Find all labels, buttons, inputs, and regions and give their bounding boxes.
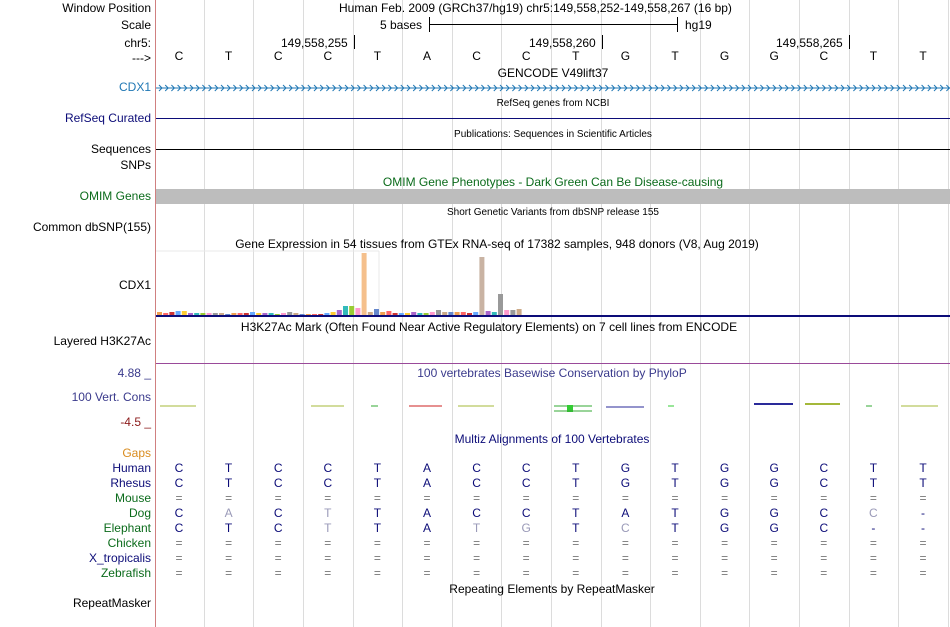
base-letter: G	[620, 49, 631, 63]
gtex-tissue-bar	[324, 313, 329, 315]
omim-feature-bar[interactable]	[156, 189, 950, 204]
alignment-base: C	[273, 461, 283, 475]
gtex-tissue-bar	[362, 253, 367, 315]
gtex-tissue-bar	[424, 313, 429, 315]
h3k27ac-track-label[interactable]: Layered H3K27Ac	[53, 334, 151, 348]
alignment-base: =	[671, 551, 679, 565]
alignment-base: =	[869, 536, 877, 550]
alignment-base: A	[621, 506, 630, 520]
alignment-base: C	[273, 476, 283, 490]
gtex-tissue-bar	[331, 312, 336, 315]
alignment-base: T	[224, 476, 233, 490]
gtex-tissue-bar	[393, 313, 398, 315]
gtex-tissue-bar	[504, 310, 509, 315]
alignment-base: =	[869, 491, 877, 505]
species-label: Elephant	[103, 521, 151, 535]
scale-bar	[429, 24, 677, 25]
h3k27ac-baseline[interactable]	[156, 363, 950, 364]
multiz-track-title: Multiz Alignments of 100 Vertebrates	[454, 432, 650, 446]
base-letter: C	[323, 49, 333, 63]
gtex-tissue-bar	[176, 311, 181, 315]
alignment-base: T	[373, 521, 382, 535]
pubs-snps-label[interactable]: SNPs	[120, 158, 151, 172]
omim-track-label[interactable]: OMIM Genes	[79, 189, 151, 203]
alignment-base: T	[572, 506, 580, 520]
strand-label: --->	[132, 51, 151, 65]
gtex-tissue-bar	[213, 313, 218, 315]
gtex-tissue-bar	[517, 309, 522, 315]
alignment-base: =	[869, 566, 877, 580]
alignment-base: =	[274, 551, 282, 565]
base-letter: T	[572, 49, 580, 63]
alignment-base: A	[422, 476, 432, 490]
h3k27ac-track-title: H3K27Ac Mark (Often Found Near Active Regulatory Elements) on 7 cell lines from ENCODE	[240, 320, 738, 334]
gtex-tissue-bar	[479, 257, 484, 315]
gtex-tissue-bar	[250, 312, 255, 315]
alignment-base: C	[323, 476, 333, 490]
gtex-tissue-bar	[355, 308, 360, 315]
alignment-base: =	[274, 566, 282, 580]
species-label: X_tropicalis	[88, 551, 151, 565]
base-letter: C	[273, 49, 283, 63]
alignment-base: =	[324, 491, 332, 505]
alignment-base: T	[324, 506, 332, 520]
alignment-base: =	[175, 551, 183, 565]
alignment-base: =	[621, 551, 629, 565]
gtex-track-title: Gene Expression in 54 tissues from GTEx RNA-seq of 17382 samples, 948 donors (V8, Aug 2019)	[235, 237, 759, 251]
gtex-tissue-bar	[405, 313, 410, 315]
cons-min-label: -4.5 _	[120, 415, 151, 429]
coord-tick-label: 149,558,260	[529, 36, 596, 50]
gtex-tissue-bar	[188, 313, 193, 315]
gtex-tissue-bar	[306, 314, 311, 315]
alignment-base: A	[422, 461, 432, 475]
gtex-tissue-bar	[467, 313, 472, 315]
alignment-base: T	[869, 461, 878, 475]
alignment-base: C	[521, 476, 531, 490]
alignment-base: =	[324, 551, 332, 565]
scale-assembly: hg19	[685, 18, 712, 32]
alignment-base: G	[719, 476, 730, 490]
alignment-base: =	[770, 536, 778, 550]
cons-track-title: 100 vertebrates Basewise Conservation by PhyloP	[417, 366, 687, 380]
cons-max-label: 4.88 _	[117, 366, 151, 380]
gtex-tissue-bar	[486, 311, 491, 315]
alignment-base: C	[819, 521, 829, 535]
alignment-base: -	[921, 521, 925, 535]
species-label: Chicken	[107, 536, 151, 550]
scale-label: Scale	[120, 18, 151, 32]
alignment-base: C	[174, 521, 184, 535]
alignment-base: =	[572, 551, 580, 565]
alignment-base: =	[621, 566, 629, 580]
base-letter: C	[174, 49, 184, 63]
gtex-tissue-bar	[349, 306, 354, 315]
gtex-tissue-bar	[318, 314, 323, 315]
gtex-tissue-bar	[244, 313, 249, 315]
gtex-tissue-bar	[374, 309, 379, 315]
base-letter: G	[769, 49, 779, 63]
alignment-base: T	[572, 521, 580, 535]
base-letter: G	[719, 49, 730, 63]
alignment-base: T	[324, 521, 332, 535]
gtex-tissue-bar	[442, 312, 447, 315]
alignment-base: T	[373, 461, 382, 475]
pubs-sequences-label[interactable]: Sequences	[90, 142, 151, 156]
alignment-base: =	[919, 536, 927, 550]
alignment-base: G	[769, 521, 779, 535]
alignment-base: G	[521, 521, 531, 535]
alignment-base: =	[770, 491, 778, 505]
base-letter: C	[819, 49, 829, 63]
alignment-base: =	[225, 566, 233, 580]
alignment-base: A	[422, 506, 432, 520]
gtex-tissue-bar	[269, 313, 274, 315]
repeatmasker-track-title: Repeating Elements by RepeatMasker	[449, 582, 655, 596]
alignment-base: =	[770, 551, 778, 565]
gtex-bar-graph[interactable]	[156, 250, 950, 318]
alignment-base: =	[522, 536, 530, 550]
gtex-tissue-bar	[411, 312, 416, 315]
alignment-base: =	[522, 491, 530, 505]
gtex-tissue-bar	[219, 313, 224, 315]
alignment-base: =	[572, 536, 580, 550]
alignment-base: =	[423, 566, 431, 580]
alignment-base: =	[373, 536, 381, 550]
alignment-base: =	[373, 551, 381, 565]
gtex-tissue-bar	[262, 313, 267, 315]
alignment-base: =	[373, 491, 381, 505]
alignment-base: =	[373, 566, 381, 580]
coord-tick	[849, 35, 850, 49]
alignment-base: T	[572, 461, 580, 475]
omim-track-title: OMIM Gene Phenotypes - Dark Green Can Be Disease-causing	[382, 175, 724, 189]
alignment-base: C	[174, 461, 184, 475]
scale-text: 5 bases	[380, 18, 423, 32]
alignment-base: =	[473, 491, 481, 505]
alignment-base: C	[521, 461, 531, 475]
gtex-tissue-bar	[312, 314, 317, 315]
alignment-base: T	[224, 461, 233, 475]
scale-bar-right	[677, 17, 678, 32]
alignment-base: T	[919, 461, 927, 475]
gtex-tissue-bar	[436, 310, 441, 315]
alignment-base: C	[323, 461, 333, 475]
gtex-tissue-bar	[343, 306, 348, 315]
gtex-tissue-bar	[287, 312, 292, 315]
alignment-base: A	[422, 521, 432, 535]
gtex-tissue-bar	[455, 312, 460, 315]
alignment-base: =	[721, 491, 729, 505]
alignment-base: C	[273, 506, 283, 520]
gtex-tissue-bar	[207, 313, 212, 315]
alignment-base: G	[769, 476, 779, 490]
alignment-base: A	[224, 506, 233, 520]
alignment-base: T	[373, 506, 382, 520]
alignment-base: C	[819, 506, 829, 520]
gtex-tissue-bar	[157, 312, 162, 315]
alignment-base: =	[671, 536, 679, 550]
gtex-tissue-bar	[510, 310, 515, 315]
alignment-base: T	[671, 506, 679, 520]
gtex-tissue-bar	[417, 313, 422, 315]
alignment-base: =	[522, 566, 530, 580]
gencode-track-label[interactable]: CDX1	[118, 80, 151, 94]
gtex-tissue-bar	[182, 311, 187, 315]
gtex-tissue-bar	[293, 313, 298, 315]
alignment-base: =	[820, 551, 828, 565]
alignment-base: =	[671, 491, 679, 505]
base-letter: T	[919, 49, 927, 63]
position-text: Human Feb. 2009 (GRCh37/hg19) chr5:149,558,252-149,558,267 (16 bp)	[339, 1, 732, 15]
alignment-base: =	[423, 551, 431, 565]
species-label: Dog	[128, 506, 151, 520]
dbsnp-track-title: Short Genetic Variants from dbSNP release 155	[447, 207, 659, 218]
coord-tick	[602, 35, 603, 49]
alignment-base: C	[472, 461, 481, 475]
alignment-base: =	[522, 551, 530, 565]
alignment-base: C	[869, 506, 878, 520]
repeatmasker-track-label[interactable]: RepeatMasker	[72, 596, 151, 610]
alignment-base: G	[719, 506, 730, 520]
alignment-base: T	[373, 476, 382, 490]
alignment-base: =	[473, 551, 481, 565]
alignment-base: =	[671, 566, 679, 580]
gtex-tissue-bar	[337, 310, 342, 315]
track-labels-column	[0, 0, 155, 627]
base-letter: A	[422, 49, 432, 63]
alignment-base: G	[769, 461, 779, 475]
alignment-base: =	[820, 491, 828, 505]
alignment-base: T	[919, 476, 927, 490]
alignment-base: =	[770, 566, 778, 580]
gtex-tissue-bar	[498, 294, 503, 315]
alignment-base: T	[671, 461, 679, 475]
gencode-track-title: GENCODE V49lift37	[497, 66, 609, 80]
alignment-base: =	[721, 536, 729, 550]
gtex-track-label[interactable]: CDX1	[118, 278, 151, 292]
alignment-base: =	[225, 536, 233, 550]
base-letter: C	[472, 49, 481, 63]
alignment-base: G	[719, 521, 730, 535]
coord-tick-label: 149,558,265	[776, 36, 843, 50]
tracks-area[interactable]	[156, 0, 950, 627]
alignment-base: =	[225, 551, 233, 565]
alignment-base: C	[273, 521, 283, 535]
species-label: Human	[112, 461, 151, 475]
gtex-tissue-bar	[231, 313, 236, 315]
alignment-base: C	[621, 521, 630, 535]
alignment-base: =	[919, 566, 927, 580]
gtex-tissue-bar	[430, 312, 435, 315]
alignment-base: =	[274, 491, 282, 505]
gtex-tissue-bar	[194, 313, 199, 315]
gtex-tissue-bar	[492, 312, 497, 315]
alignment-base: C	[521, 506, 531, 520]
alignment-base: =	[274, 536, 282, 550]
alignment-base: =	[175, 536, 183, 550]
gtex-tissue-bar	[225, 314, 230, 315]
cons-wiggle[interactable]	[156, 396, 950, 418]
pubs-track-title: Publications: Sequences in Scientific Articles	[454, 129, 652, 140]
gtex-tissue-bar	[461, 312, 466, 315]
alignment-base: =	[919, 491, 927, 505]
gtex-tissue-bar	[281, 313, 286, 315]
alignment-base: =	[473, 566, 481, 580]
alignment-base: =	[572, 566, 580, 580]
alignment-base: =	[324, 536, 332, 550]
chrom-label: chr5:	[124, 36, 151, 50]
gtex-tissue-bar	[386, 311, 391, 315]
alignment-base: -	[921, 506, 925, 520]
gtex-tissue-bar	[163, 313, 168, 315]
alignment-base: =	[820, 536, 828, 550]
alignment-base: C	[174, 476, 184, 490]
alignment-base: C	[472, 476, 481, 490]
species-label: Mouse	[114, 491, 151, 505]
alignment-base: =	[820, 566, 828, 580]
alignment-base: G	[620, 476, 631, 490]
species-label: Zebrafish	[100, 566, 151, 580]
base-letter: T	[671, 49, 679, 63]
alignment-base: T	[671, 521, 679, 535]
refseq-gene-line[interactable]	[156, 118, 950, 119]
alignment-base: =	[175, 566, 183, 580]
coord-tick	[354, 35, 355, 49]
alignment-base: =	[621, 491, 629, 505]
alignment-base: =	[473, 536, 481, 550]
gtex-tissue-bar	[275, 314, 280, 315]
gtex-tissue-bar	[399, 313, 404, 315]
base-letter: T	[373, 49, 382, 63]
gaps-label: Gaps	[122, 446, 151, 460]
species-label: Rhesus	[110, 476, 151, 490]
pubs-feature-line[interactable]	[156, 149, 950, 150]
base-letter: C	[521, 49, 531, 63]
alignment-base: =	[721, 551, 729, 565]
alignment-base: =	[721, 566, 729, 580]
refseq-track-label[interactable]: RefSeq Curated	[64, 111, 151, 125]
gtex-tissue-bar	[169, 312, 174, 315]
gtex-tissue-bar	[256, 313, 261, 315]
alignment-base: T	[869, 476, 878, 490]
alignment-base: C	[472, 506, 481, 520]
alignment-base: G	[620, 461, 631, 475]
dbsnp-track-label[interactable]: Common dbSNP(155)	[32, 220, 151, 234]
alignment-base: C	[174, 506, 184, 520]
alignment-base: =	[621, 536, 629, 550]
alignment-base: =	[225, 491, 233, 505]
gtex-tissue-bar	[238, 313, 243, 315]
alignment-base: C	[819, 461, 829, 475]
cons-track-label[interactable]: 100 Vert. Cons	[71, 390, 151, 404]
alignment-base: C	[819, 476, 829, 490]
alignment-base: G	[769, 506, 779, 520]
gencode-gene-feature[interactable]	[156, 82, 950, 94]
gtex-tissue-bar	[300, 314, 305, 315]
coord-tick-label: 149,558,255	[281, 36, 348, 50]
alignment-base: T	[472, 521, 481, 535]
window-position-label: Window Position	[62, 1, 151, 15]
alignment-base: -	[871, 521, 876, 535]
alignment-base: G	[719, 461, 730, 475]
gtex-tissue-bar	[200, 313, 205, 315]
gtex-tissue-bar	[473, 312, 478, 315]
alignment-base: T	[224, 521, 233, 535]
alignment-base: =	[919, 551, 927, 565]
alignment-base: =	[175, 491, 183, 505]
alignment-base: T	[572, 476, 580, 490]
alignment-base: =	[869, 551, 877, 565]
base-letter: T	[224, 49, 233, 63]
alignment-base: T	[671, 476, 679, 490]
alignment-base: =	[324, 566, 332, 580]
gtex-tissue-bar	[448, 312, 453, 315]
gtex-tissue-bar	[368, 312, 373, 315]
alignment-base: =	[572, 491, 580, 505]
refseq-track-title: RefSeq genes from NCBI	[496, 98, 610, 109]
base-letter: T	[869, 49, 878, 63]
alignment-base: =	[423, 536, 431, 550]
alignment-base: =	[423, 491, 431, 505]
gtex-tissue-bar	[380, 312, 385, 315]
